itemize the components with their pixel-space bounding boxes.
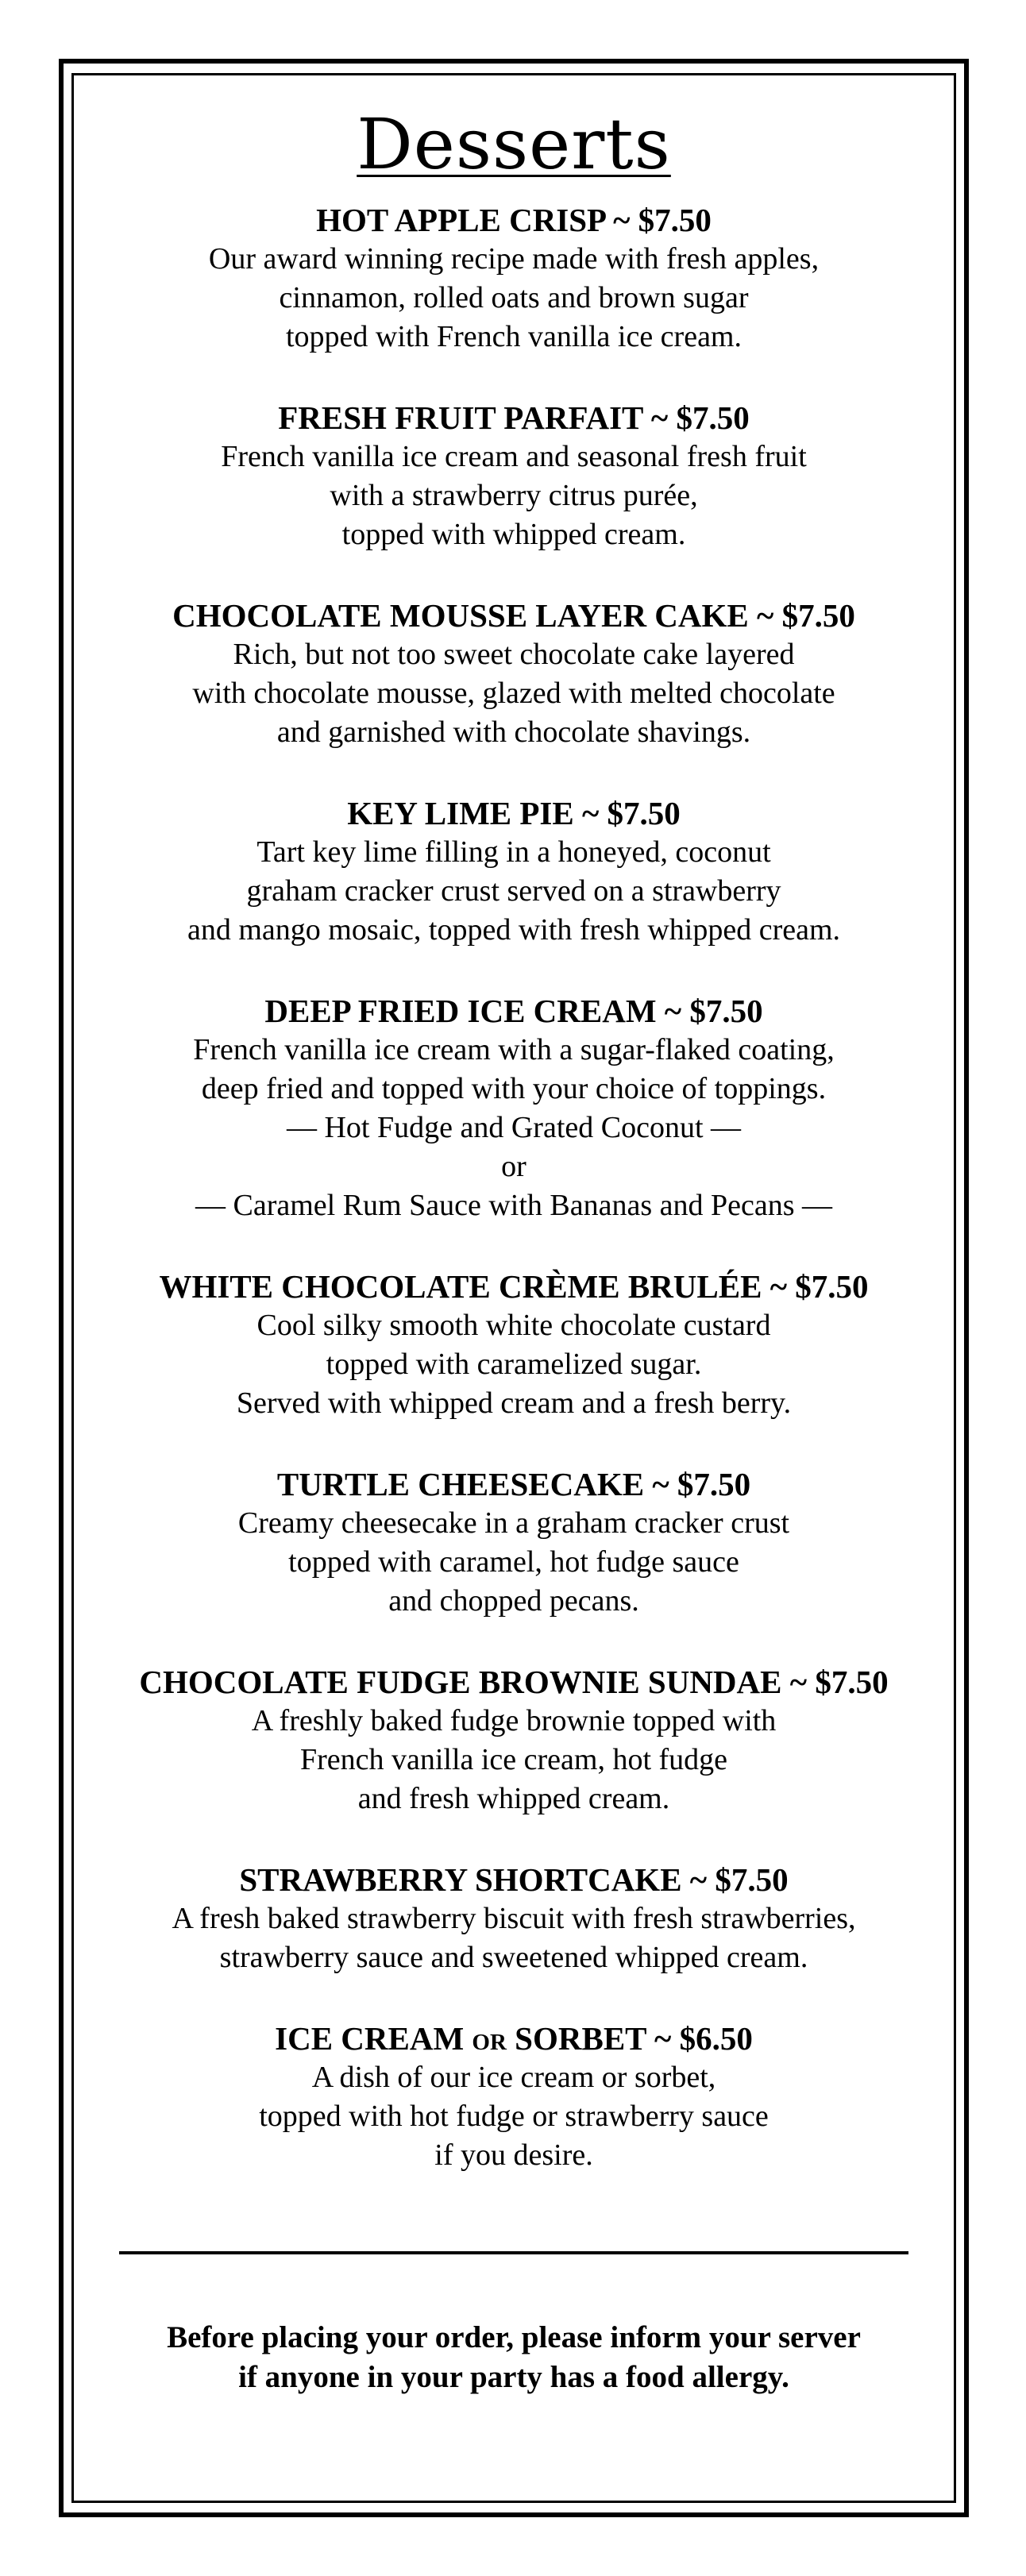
item-heading [76,1267,951,1306]
item-heading [76,200,951,240]
price-separator: ~ [748,597,782,634]
price-separator: ~ [681,1861,716,1898]
item-price: $7.50 [676,399,750,436]
item-description-line: if you desire. [434,2138,593,2172]
item-description-line: French vanilla ice cream and seasonal fresh fruit [221,440,807,473]
menu-item-key-lime-pie [76,793,951,950]
item-heading [76,1860,951,1899]
item-description-line: and chopped pecans. [388,1584,639,1618]
item-price: $7.50 [715,1861,789,1898]
item-name-part: ICE CREAM [275,2020,472,2057]
item-price: $7.50 [781,597,855,634]
item-description-line: French vanilla ice cream, hot fudge [299,1743,728,1776]
menu-item-white-chocolate-creme-brulee [76,1267,951,1423]
item-description-line: strawberry sauce and sweetened whipped cream. [219,1941,808,1974]
item-heading [76,596,951,635]
price-separator: ~ [604,202,638,238]
price-separator: ~ [656,993,690,1029]
item-description-line: and mango mosaic, topped with fresh whipped cream. [187,913,841,947]
item-name: CHOCOLATE MOUSSE LAYER CAKE [172,597,749,634]
item-description-line: A fresh baked strawberry biscuit with fresh strawberries, [172,1902,856,1935]
menu-item-hot-apple-crisp [76,200,951,357]
dessert-menu [76,103,951,2397]
item-name: DEEP FRIED ICE CREAM [264,993,657,1029]
item-name-part: SORBET [506,2020,646,2057]
item-description-line: A freshly baked fudge brownie topped with [251,1704,777,1737]
item-description-line: with a strawberry citrus purée, [330,479,698,512]
allergy-notice-line: Before placing your order, please inform your server [167,2320,861,2354]
item-description-line: with chocolate mousse, glazed with melted chocolate [192,677,835,710]
item-description-line: topped with hot fudge or strawberry sauce [259,2100,769,2133]
price-separator: ~ [644,1466,677,1502]
item-description-line: French vanilla ice cream with a sugar-flaked coating, [193,1033,835,1066]
item-heading [76,1464,951,1504]
topping-option: — Hot Fudge and Grated Coconut — [286,1111,742,1144]
item-description-line: cinnamon, rolled oats and brown sugar [279,281,749,314]
item-name: TURTLE CHEESECAKE [276,1466,645,1502]
allergy-notice-line: if anyone in your party has a food allergy. [238,2360,789,2394]
item-heading [76,991,951,1031]
item-description-line: graham cracker crust served on a strawberry [246,874,781,908]
item-heading [76,2019,951,2058]
divider-line [119,2251,908,2254]
price-separator: ~ [781,1664,816,1700]
menu-item-chocolate-fudge-brownie-sundae [76,1662,951,1818]
item-description-line: Tart key lime filling in a honeyed, coconut [256,835,771,869]
item-heading [76,1662,951,1702]
item-description-line: topped with caramelized sugar. [326,1348,702,1381]
item-name: WHITE CHOCOLATE CRÈME BRULÉE [159,1268,762,1305]
menu-item-strawberry-shortcake [76,1860,951,1977]
item-description-line: A dish of our ice cream or sorbet, [311,2061,716,2094]
item-description-line: and garnished with chocolate shavings. [276,715,751,749]
item-description-line: topped with whipped cream. [341,518,686,551]
menu-item-fresh-fruit-parfait [76,398,951,554]
item-description-line: Served with whipped cream and a fresh berry. [236,1386,792,1420]
item-price: $7.50 [689,993,763,1029]
item-description-line: Rich, but not too sweet chocolate cake layered [233,638,795,671]
menu-item-turtle-cheesecake [76,1464,951,1621]
item-description-line: deep fried and topped with your choice of toppings. [201,1072,827,1105]
price-separator: ~ [642,399,677,436]
item-price: $7.50 [607,795,681,831]
item-name: HOT APPLE CRISP [316,202,605,238]
item-heading [76,398,951,438]
price-separator: ~ [646,2020,680,2057]
item-description-line: Our award winning recipe made with fresh apples, [208,242,820,276]
price-separator: ~ [762,1268,796,1305]
menu-item-chocolate-mousse-layer-cake [76,596,951,752]
topping-option: — Caramel Rum Sauce with Bananas and Pecans — [195,1189,833,1222]
item-price: $7.50 [795,1268,869,1305]
item-description-line: Creamy cheesecake in a graham cracker crust [237,1506,790,1540]
item-name: STRAWBERRY SHORTCAKE [239,1861,682,1898]
item-name: KEY LIME PIE [347,795,574,831]
item-description-line: topped with French vanilla ice cream. [285,320,742,353]
menu-title: Desserts [357,103,671,185]
item-heading [76,793,951,833]
item-name-part-or: or [472,2020,507,2057]
item-price: $7.50 [815,1664,889,1700]
menu-item-deep-fried-ice-cream [76,991,951,1225]
item-price: $7.50 [638,202,712,238]
item-price: $7.50 [677,1466,751,1502]
menu-item-ice-cream-or-sorbet [76,2019,951,2175]
item-description-line: topped with caramel, hot fudge sauce [288,1545,739,1579]
item-description-line: Cool silky smooth white chocolate custard [256,1309,771,1342]
item-description-line: and fresh whipped cream. [357,1782,670,1815]
item-name: FRESH FRUIT PARFAIT [278,399,643,436]
topping-or: or [501,1150,526,1183]
menu-items [76,200,951,2175]
item-price: $6.50 [679,2020,753,2057]
price-separator: ~ [573,795,608,831]
item-name: CHOCOLATE FUDGE BROWNIE SUNDAE [139,1664,782,1700]
